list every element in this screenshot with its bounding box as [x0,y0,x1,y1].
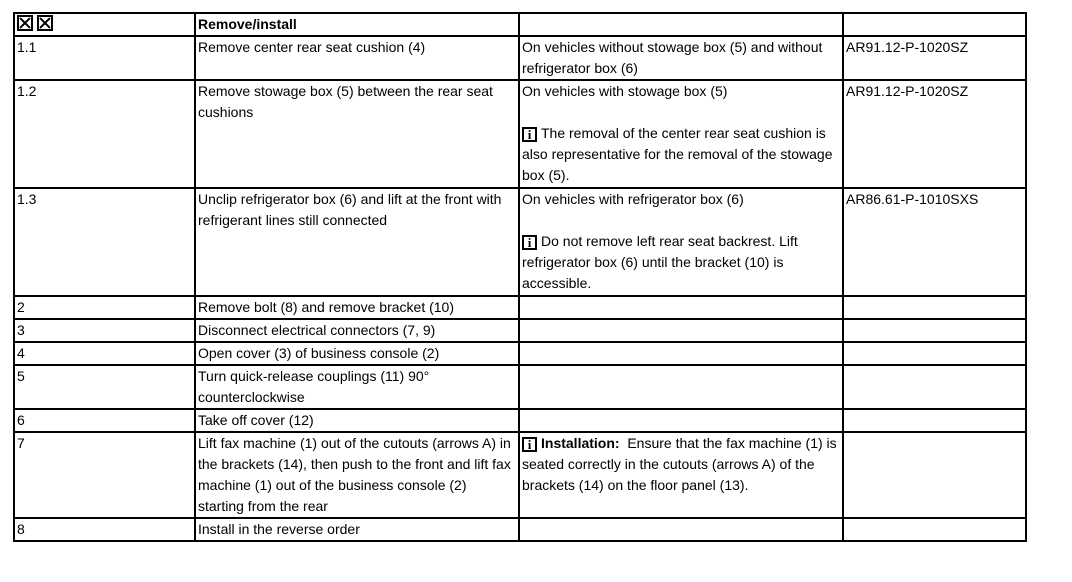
empty-cell [519,319,843,342]
step-number: 2 [14,296,195,319]
step-number: 1.3 [14,188,195,296]
info-text: Do not remove left rear seat backrest. Lift refrigerator box (6) until the bracket (10) is accessible. [522,233,798,291]
step-note-cell [519,432,843,518]
info-note [522,231,840,294]
info-text: Ensure that the fax machine (1) is seated correctly in the cutouts (arrows A) of the brackets (14) on the floor panel (13). [522,435,837,493]
table-row [14,319,1026,342]
empty-cell [843,365,1026,409]
empty-cell [519,518,843,541]
info-icon: i [522,127,537,142]
table-row [14,188,1026,296]
header-empty-cell [519,13,843,36]
header-icons-cell [14,13,195,36]
step-action: Remove bolt (8) and remove bracket (10) [195,296,519,319]
info-icon: i [522,235,537,250]
table-row [14,518,1026,541]
step-note: On vehicles with stowage box (5) [522,83,728,99]
step-number: 1.1 [14,36,195,80]
step-number: 1.2 [14,80,195,188]
step-action: Remove center rear seat cushion (4) [195,36,519,80]
info-icon: i [522,437,537,452]
table-row [14,36,1026,80]
empty-cell [843,319,1026,342]
tool-symbol-icon [17,15,33,31]
header-row [14,13,1026,36]
step-note: On vehicles without stowage box (5) and without refrigerator box (6) [519,36,843,80]
step-number: 7 [14,432,195,518]
info-label: Installation: [541,435,620,451]
table-row [14,342,1026,365]
step-reference: AR86.61-P-1010SXS [843,188,1026,296]
step-action: Install in the reverse order [195,518,519,541]
step-number: 6 [14,409,195,432]
empty-cell [843,518,1026,541]
step-number: 4 [14,342,195,365]
info-note [522,123,840,186]
step-number: 5 [14,365,195,409]
empty-cell [843,409,1026,432]
empty-cell [843,342,1026,365]
step-action: Turn quick-release couplings (11) 90° counterclockwise [195,365,519,409]
step-note-cell [519,188,843,296]
step-number: 3 [14,319,195,342]
info-note [522,433,840,496]
table-row [14,80,1026,188]
step-action: Open cover (3) of business console (2) [195,342,519,365]
step-note-cell [519,80,843,188]
tool-symbol-icon [37,15,53,31]
empty-cell [519,409,843,432]
table-row [14,432,1026,518]
step-number: 8 [14,518,195,541]
table-row [14,409,1026,432]
step-action: Lift fax machine (1) out of the cutouts (arrows A) in the brackets (14), then push to the front and lift fax machine (1) out of the business console (2) starting from the rear [195,432,519,518]
info-text: The removal of the center rear seat cushion is also representative for the removal of the stowage box (5). [522,125,833,183]
step-action: Remove stowage box (5) between the rear seat cushions [195,80,519,188]
procedure-table [13,12,1027,542]
empty-cell [843,296,1026,319]
header-empty-cell [843,13,1026,36]
step-action: Take off cover (12) [195,409,519,432]
header-title: Remove/install [195,13,519,36]
step-reference: AR91.12-P-1020SZ [843,36,1026,80]
table-row [14,296,1026,319]
step-action: Unclip refrigerator box (6) and lift at the front with refrigerant lines still connected [195,188,519,296]
step-action: Disconnect electrical connectors (7, 9) [195,319,519,342]
step-note: On vehicles with refrigerator box (6) [522,191,744,207]
step-reference: AR91.12-P-1020SZ [843,80,1026,188]
empty-cell [843,432,1026,518]
empty-cell [519,365,843,409]
table-row [14,365,1026,409]
empty-cell [519,296,843,319]
empty-cell [519,342,843,365]
